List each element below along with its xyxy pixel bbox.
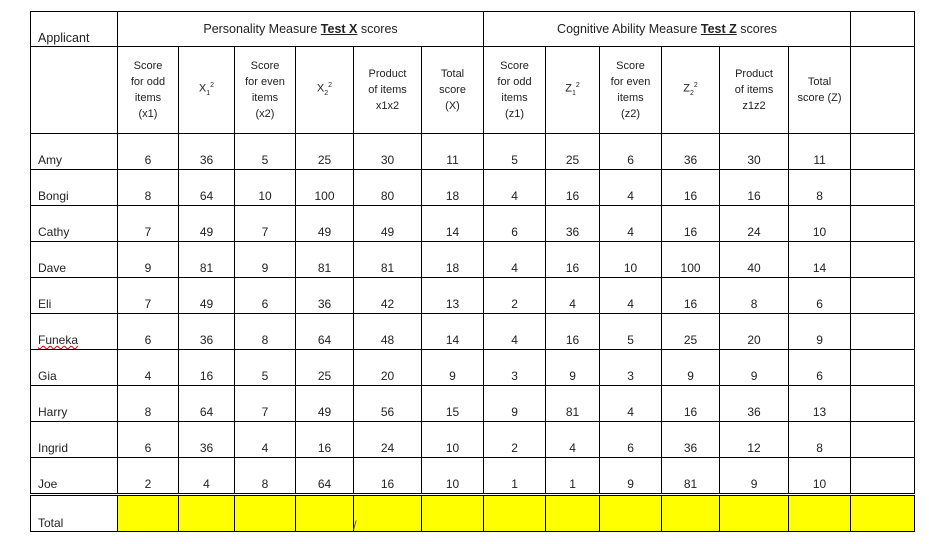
applicant-name: Cathy (31, 206, 118, 242)
table-row (31, 314, 915, 350)
score-cell: 10 (422, 458, 484, 495)
score-cell: 16 (662, 278, 720, 314)
blank-subheader (31, 47, 118, 134)
table-row (31, 134, 915, 170)
score-cell: 64 (296, 314, 354, 350)
total-cell[interactable] (789, 495, 851, 532)
total-cell[interactable] (662, 495, 720, 532)
score-cell: 4 (484, 242, 546, 278)
score-cell: 6 (789, 350, 851, 386)
applicant-name: Gia (31, 350, 118, 386)
score-cell: 4 (600, 386, 662, 422)
score-cell: 24 (720, 206, 789, 242)
score-cell: 100 (662, 242, 720, 278)
score-cell: 80 (354, 170, 422, 206)
score-cell: 5 (600, 314, 662, 350)
total-cell[interactable] (851, 495, 915, 532)
score-cell: 3 (600, 350, 662, 386)
applicant-name: Joe (31, 458, 118, 495)
applicant-header: Applicant (31, 12, 118, 47)
stray-slash-mark: / (353, 518, 357, 533)
score-cell: 16 (546, 170, 600, 206)
score-cell: 20 (354, 350, 422, 386)
score-cell: 4 (546, 422, 600, 458)
score-cell: 3 (484, 350, 546, 386)
applicant-name: Dave (31, 242, 118, 278)
empty-cell (851, 350, 915, 386)
total-cell[interactable] (179, 495, 235, 532)
score-cell: 13 (789, 386, 851, 422)
score-cell: 7 (118, 206, 179, 242)
total-cell[interactable] (354, 495, 422, 532)
score-cell: 16 (354, 458, 422, 495)
empty-cell (851, 314, 915, 350)
score-cell: 36 (179, 314, 235, 350)
empty-cell (851, 386, 915, 422)
score-cell: 36 (179, 134, 235, 170)
score-cell: 36 (720, 386, 789, 422)
score-cell: 36 (546, 206, 600, 242)
score-cell: 6 (118, 134, 179, 170)
score-cell: 48 (354, 314, 422, 350)
score-cell: 30 (720, 134, 789, 170)
score-cell: 7 (235, 386, 296, 422)
empty-subheader-cell (851, 47, 915, 134)
score-cell: 4 (484, 170, 546, 206)
score-cell: 16 (179, 350, 235, 386)
score-cell: 49 (354, 206, 422, 242)
score-cell: 1 (484, 458, 546, 495)
table-row (31, 170, 915, 206)
col-header-x1: Score for odd items (x1) (118, 47, 179, 134)
header-row-columns (31, 47, 915, 134)
score-cell: 9 (484, 386, 546, 422)
score-cell: 16 (720, 170, 789, 206)
score-cell: 14 (422, 314, 484, 350)
score-cell: 4 (600, 278, 662, 314)
applicant-name: Ingrid (31, 422, 118, 458)
score-cell: 36 (662, 134, 720, 170)
table-row (31, 206, 915, 242)
score-cell: 4 (179, 458, 235, 495)
score-cell: 7 (235, 206, 296, 242)
score-cell: 56 (354, 386, 422, 422)
score-cell: 12 (720, 422, 789, 458)
score-cell: 15 (422, 386, 484, 422)
total-cell[interactable] (484, 495, 546, 532)
col-header-x2-squared: $X_2^2$ (296, 47, 354, 134)
score-cell: 64 (179, 170, 235, 206)
score-cell: 9 (235, 242, 296, 278)
total-cell[interactable] (546, 495, 600, 532)
score-cell: 42 (354, 278, 422, 314)
table-row (31, 350, 915, 386)
score-cell: 25 (296, 350, 354, 386)
score-cell: 18 (422, 242, 484, 278)
score-cell: 6 (118, 314, 179, 350)
header-row-groups (31, 12, 915, 47)
score-cell: 6 (235, 278, 296, 314)
empty-cell (851, 278, 915, 314)
total-label: Total (31, 495, 118, 532)
total-cell[interactable] (720, 495, 789, 532)
score-cell: 4 (118, 350, 179, 386)
col-header-total-z: Total score (Z) (789, 47, 851, 134)
score-cell: 8 (720, 278, 789, 314)
score-cell: 16 (662, 386, 720, 422)
score-cell: 10 (789, 206, 851, 242)
score-cell: 10 (789, 458, 851, 495)
score-cell: 5 (235, 350, 296, 386)
col-header-total-x: Total score (X) (422, 47, 484, 134)
empty-cell (851, 242, 915, 278)
score-cell: 18 (422, 170, 484, 206)
score-cell: 9 (720, 458, 789, 495)
score-cell: 36 (662, 422, 720, 458)
score-cell: 16 (546, 242, 600, 278)
score-cell: 24 (354, 422, 422, 458)
score-cell: 4 (235, 422, 296, 458)
score-cell: 16 (662, 206, 720, 242)
score-cell: 2 (484, 422, 546, 458)
score-cell: 8 (118, 170, 179, 206)
score-cell: 25 (296, 134, 354, 170)
score-cell: 13 (422, 278, 484, 314)
score-cell: 9 (600, 458, 662, 495)
score-cell: 6 (600, 422, 662, 458)
applicant-name: Amy (31, 134, 118, 170)
score-cell: 8 (235, 314, 296, 350)
applicant-name: Funeka (31, 314, 118, 350)
score-cell: 6 (600, 134, 662, 170)
score-cell: 16 (296, 422, 354, 458)
score-cell: 8 (235, 458, 296, 495)
score-cell: 16 (662, 170, 720, 206)
score-cell: 1 (546, 458, 600, 495)
total-cell[interactable] (422, 495, 484, 532)
col-header-z1: Score for odd items (z1) (484, 47, 546, 134)
score-cell: 5 (235, 134, 296, 170)
total-cell[interactable] (296, 495, 354, 532)
score-cell: 49 (179, 206, 235, 242)
cognitive-group-header: Cognitive Ability Measure Test Z scores (484, 12, 851, 47)
score-cell: 100 (296, 170, 354, 206)
score-cell: 4 (484, 314, 546, 350)
score-cell: 2 (118, 458, 179, 495)
score-cell: 25 (546, 134, 600, 170)
score-cell: 81 (296, 242, 354, 278)
applicant-name: Bongi (31, 170, 118, 206)
table-row (31, 242, 915, 278)
score-cell: 11 (789, 134, 851, 170)
score-cell: 64 (179, 386, 235, 422)
score-cell: 10 (235, 170, 296, 206)
score-cell: 6 (484, 206, 546, 242)
score-cell: 30 (354, 134, 422, 170)
score-cell: 49 (296, 206, 354, 242)
col-header-x1-squared: $X_1^2$ (179, 47, 235, 134)
total-row (31, 495, 915, 532)
empty-cell (851, 134, 915, 170)
data-rows (31, 134, 915, 495)
score-cell: 10 (422, 422, 484, 458)
score-cell: 2 (484, 278, 546, 314)
table-row (31, 386, 915, 422)
score-cell: 49 (296, 386, 354, 422)
col-header-product-z: Product of items z1z2 (720, 47, 789, 134)
col-header-z1-squared: $Z_1^2$ (546, 47, 600, 134)
score-cell: 14 (789, 242, 851, 278)
empty-cell (851, 170, 915, 206)
scores-table (30, 11, 915, 532)
table-row (31, 458, 915, 495)
empty-header-cell (851, 12, 915, 47)
score-cell: 36 (296, 278, 354, 314)
score-cell: 20 (720, 314, 789, 350)
score-cell: 9 (118, 242, 179, 278)
score-cell: 81 (546, 386, 600, 422)
score-cell: 4 (600, 206, 662, 242)
score-cell: 40 (720, 242, 789, 278)
col-header-z2-squared: $Z_2^2$ (662, 47, 720, 134)
score-cell: 36 (179, 422, 235, 458)
score-cell: 81 (354, 242, 422, 278)
total-cell[interactable] (235, 495, 296, 532)
applicant-name: Harry (31, 386, 118, 422)
score-cell: 8 (789, 422, 851, 458)
table-row (31, 422, 915, 458)
score-cell: 14 (422, 206, 484, 242)
table-row (31, 278, 915, 314)
score-cell: 25 (662, 314, 720, 350)
col-header-z2: Score for even items (z2) (600, 47, 662, 134)
score-cell: 8 (118, 386, 179, 422)
score-cell: 81 (179, 242, 235, 278)
total-cell[interactable] (118, 495, 179, 532)
score-cell: 49 (179, 278, 235, 314)
applicant-name: Eli (31, 278, 118, 314)
score-cell: 81 (662, 458, 720, 495)
score-cell: 10 (600, 242, 662, 278)
score-cell: 9 (789, 314, 851, 350)
score-cell: 6 (118, 422, 179, 458)
score-cell: 4 (600, 170, 662, 206)
score-cell: 4 (546, 278, 600, 314)
score-cell: 9 (422, 350, 484, 386)
score-cell: 64 (296, 458, 354, 495)
score-cell: 8 (789, 170, 851, 206)
score-cell: 9 (546, 350, 600, 386)
score-cell: 5 (484, 134, 546, 170)
score-cell: 9 (720, 350, 789, 386)
empty-cell (851, 458, 915, 495)
score-cell: 6 (789, 278, 851, 314)
col-header-x2: Score for even items (x2) (235, 47, 296, 134)
empty-cell (851, 422, 915, 458)
empty-cell (851, 206, 915, 242)
score-cell: 11 (422, 134, 484, 170)
personality-group-header: Personality Measure Test X scores (118, 12, 484, 47)
score-cell: 16 (546, 314, 600, 350)
col-header-product-x: Product of items x1x2 (354, 47, 422, 134)
score-cell: 9 (662, 350, 720, 386)
total-cell[interactable] (600, 495, 662, 532)
score-cell: 7 (118, 278, 179, 314)
